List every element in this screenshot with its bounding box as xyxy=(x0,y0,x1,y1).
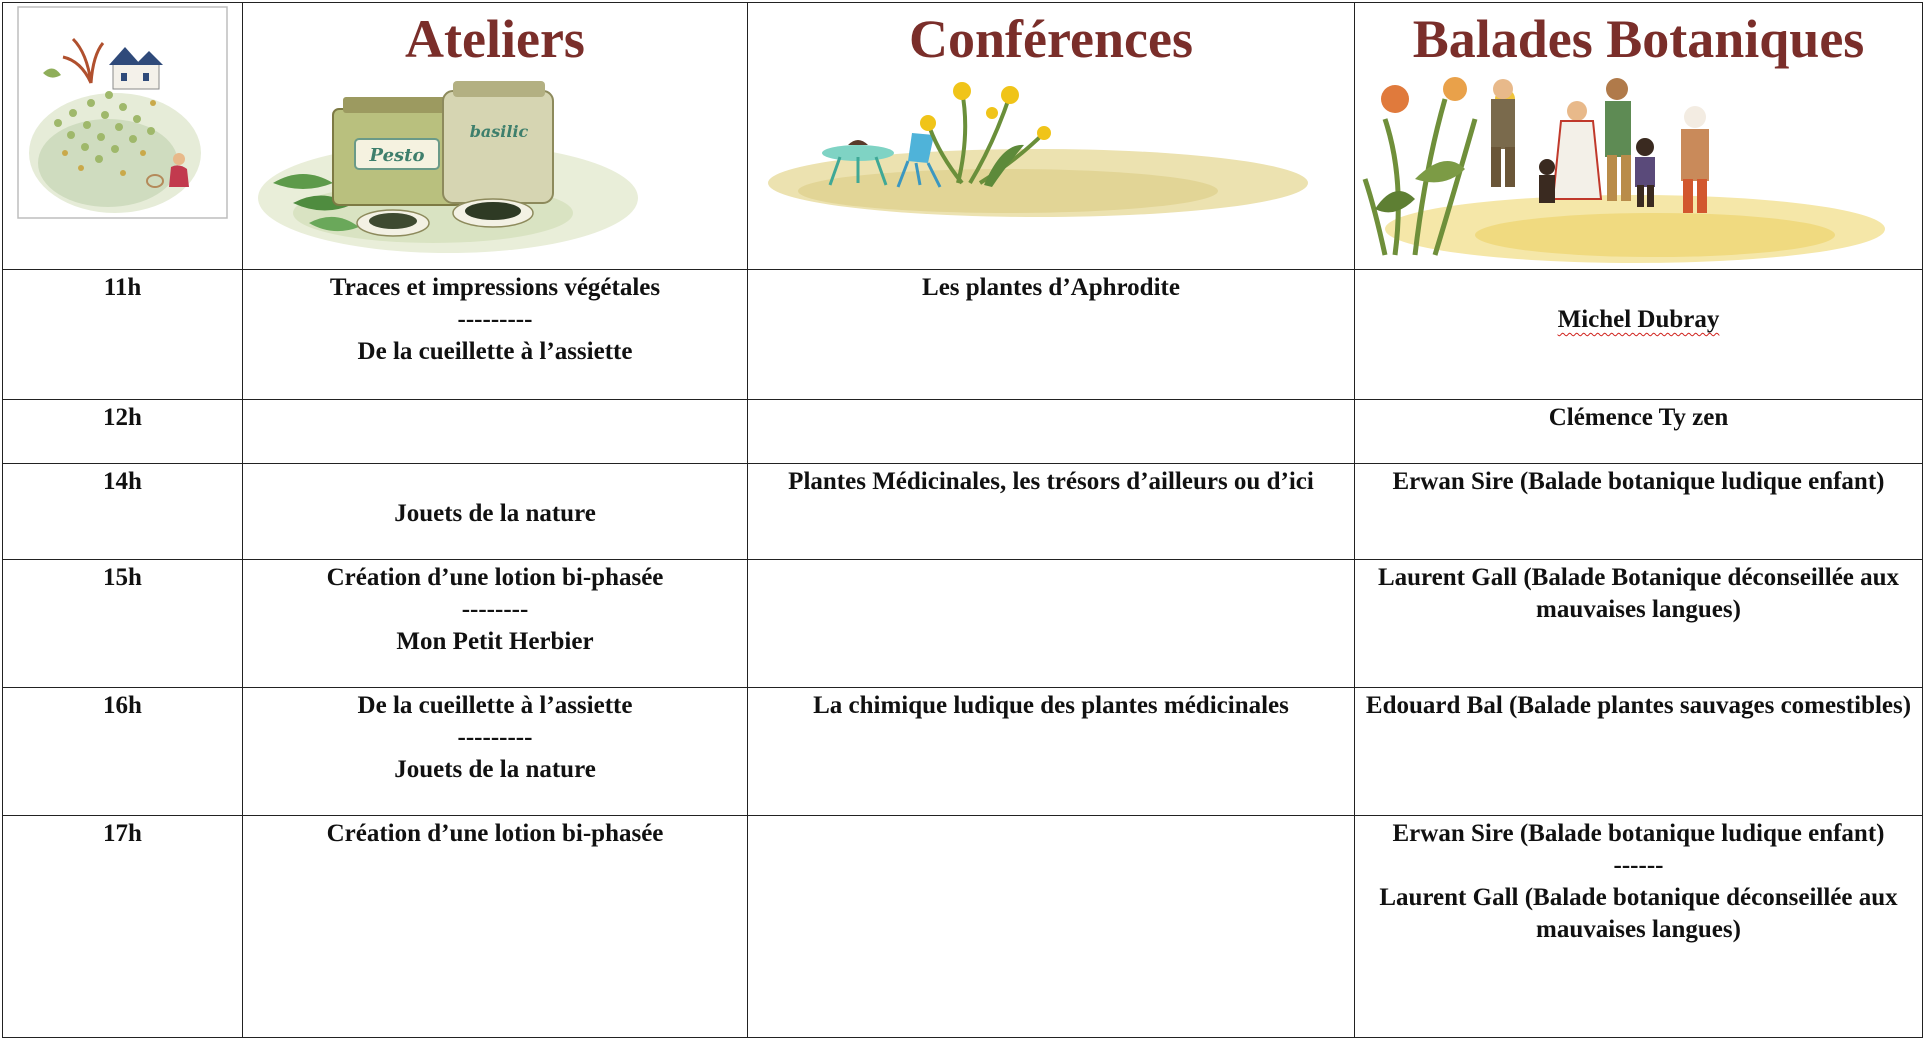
conferences-cell xyxy=(748,464,1355,560)
ateliers-item: Mon Petit Herbier xyxy=(396,628,594,655)
ateliers-cell xyxy=(243,560,748,688)
ateliers-item: De la cueillette à l’assiette xyxy=(357,692,633,719)
balade-item: Erwan Sire (Balade botanique ludique enfant) xyxy=(1392,468,1885,495)
balades-cell xyxy=(1355,270,1923,400)
column-title-ateliers: Ateliers xyxy=(405,9,585,69)
balades-cell xyxy=(1355,560,1923,688)
row-17h xyxy=(3,816,1923,1038)
row-15h xyxy=(3,560,1923,688)
balade-item: Erwan Sire (Balade botanique ludique enfant) xyxy=(1392,820,1885,847)
row-11h xyxy=(3,270,1923,400)
ateliers-item: De la cueillette à l’assiette xyxy=(357,338,633,365)
time-cell: 12h xyxy=(3,400,243,464)
pesto-jars-illustration xyxy=(243,73,748,269)
ateliers-cell xyxy=(243,400,748,464)
balades-cell xyxy=(1355,816,1923,1038)
conferences-cell xyxy=(748,816,1355,1038)
jar-label-right: basilic xyxy=(469,122,529,141)
header-conferences xyxy=(748,3,1355,270)
ateliers-cell xyxy=(243,270,748,400)
separator: -------- xyxy=(461,596,529,623)
conferences-cell xyxy=(748,688,1355,816)
conferences-cell xyxy=(748,270,1355,400)
time-cell: 14h xyxy=(3,464,243,560)
header-illustration-cell xyxy=(3,3,243,270)
time-cell: 15h xyxy=(3,560,243,688)
separator: --------- xyxy=(457,306,533,333)
header-row xyxy=(3,3,1923,270)
conferences-cell xyxy=(748,400,1355,464)
balade-item: Edouard Bal (Balade plantes sauvages comestibles) xyxy=(1365,692,1912,719)
conference-item: Plantes Médicinales, les trésors d’ailleurs ou d’ici xyxy=(788,468,1314,495)
balade-item: Laurent Gall (Balade botanique déconseillée aux mauvaises langues) xyxy=(1379,884,1898,943)
garden-village-illustration xyxy=(3,3,243,269)
conference-item: La chimique ludique des plantes médicinales xyxy=(813,692,1289,719)
balades-cell xyxy=(1355,464,1923,560)
balade-item: Clémence Ty zen xyxy=(1548,404,1729,431)
conferences-cell xyxy=(748,560,1355,688)
row-12h xyxy=(3,400,1923,464)
header-balades xyxy=(1355,3,1923,270)
time-cell: 11h xyxy=(3,270,243,400)
ateliers-item: Création d’une lotion bi-phasée xyxy=(326,820,664,847)
ateliers-cell xyxy=(243,464,748,560)
jar-label-left: Pesto xyxy=(369,145,425,166)
garden-table-illustration xyxy=(748,73,1355,269)
header-ateliers xyxy=(243,3,748,270)
ateliers-cell xyxy=(243,688,748,816)
row-16h xyxy=(3,688,1923,816)
balade-item: Laurent Gall (Balade Botanique déconseillée aux mauvaises langues) xyxy=(1377,564,1900,623)
separator: ------ xyxy=(1613,852,1664,879)
balade-item: Michel Dubray xyxy=(1557,306,1720,333)
conference-item: Les plantes d’Aphrodite xyxy=(922,274,1180,301)
column-title-balades: Balades Botaniques xyxy=(1412,9,1865,69)
family-walk-illustration xyxy=(1355,59,1923,269)
time-cell: 16h xyxy=(3,688,243,816)
column-title-conferences: Conférences xyxy=(909,9,1193,69)
balades-cell xyxy=(1355,400,1923,464)
balades-cell xyxy=(1355,688,1923,816)
time-cell: 17h xyxy=(3,816,243,1038)
schedule-table xyxy=(2,2,1923,1038)
ateliers-item: Traces et impressions végétales xyxy=(329,274,661,301)
ateliers-item: Jouets de la nature xyxy=(394,500,596,527)
row-14h xyxy=(3,464,1923,560)
separator: --------- xyxy=(457,724,533,751)
ateliers-item: Création d’une lotion bi-phasée xyxy=(326,564,664,591)
ateliers-item: Jouets de la nature xyxy=(394,756,596,783)
ateliers-cell xyxy=(243,816,748,1038)
